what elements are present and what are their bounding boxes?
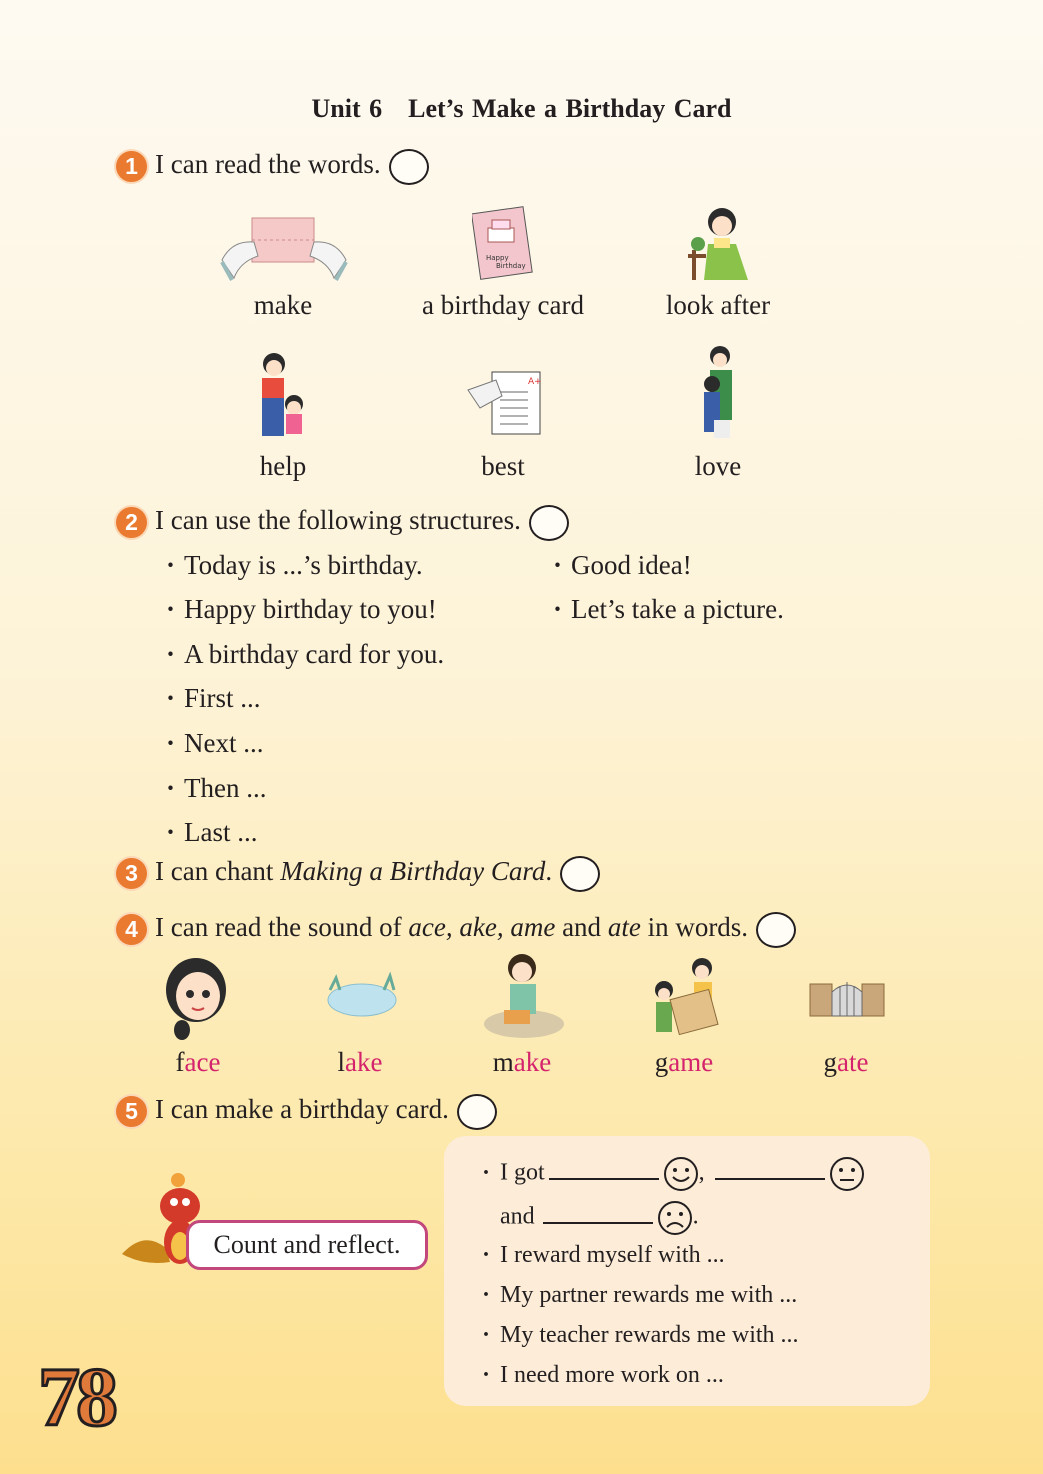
section-2-heading [116, 504, 569, 541]
structure-item: · A birthday card for you. [166, 639, 445, 669]
birthday-card-picture [472, 206, 538, 282]
phonics-word-make: make [492, 1047, 552, 1077]
word-look-after: look after [665, 290, 771, 320]
reflect-item: · My teacher rewards me with ... [482, 1322, 799, 1348]
mother-helping-child-picture [250, 350, 314, 444]
chant-title: Making a Birthday Card [280, 856, 546, 886]
face-picture [160, 954, 236, 1042]
unit-label: Unit 6 [311, 94, 383, 123]
structure-item: · Next ... [166, 728, 264, 758]
neutral-count-blank[interactable] [715, 1178, 825, 1180]
section-text: I can make a birthday card. [155, 1094, 449, 1124]
happy-count-blank[interactable] [549, 1178, 659, 1180]
sad-count-blank[interactable] [543, 1222, 653, 1224]
self-check-circle[interactable] [756, 912, 796, 948]
phonics-word-game: game [654, 1047, 714, 1077]
section-5-heading [116, 1093, 497, 1130]
structure-item: · Then ... [166, 773, 267, 803]
phonics-word-face: face [175, 1047, 221, 1077]
structure-item: · Today is ...’s birthday. [166, 550, 423, 580]
svg-text:Happy: Happy [486, 254, 509, 262]
count-and-reflect-label: Count and reflect. [186, 1220, 428, 1270]
section-number-badge: 5 [116, 1096, 147, 1127]
page-number: 78 [38, 1351, 114, 1444]
section-number-badge: 3 [116, 858, 147, 889]
structure-item: · Let’s take a picture. [553, 594, 784, 624]
section-text: I can use the following structures. [155, 505, 521, 535]
boy-making-picture [482, 952, 564, 1040]
word-birthday-card: a birthday card [422, 290, 584, 320]
gate-picture [808, 976, 886, 1018]
structure-item: · First ... [166, 683, 261, 713]
svg-text:A+: A+ [528, 377, 542, 387]
reflect-and-line: and . [500, 1200, 699, 1236]
section-3-heading: 3 I can chant Making a Birthday Card. [116, 855, 600, 892]
section-4-heading: 4 I can read the sound of ace, ake, ame and ate in words. [116, 911, 796, 948]
word-best: best [481, 451, 525, 481]
game-picture [648, 956, 720, 1040]
self-check-circle[interactable] [389, 149, 429, 185]
mother-hugging-child-picture [694, 344, 744, 444]
smiley-face-icon [663, 1156, 699, 1192]
phonics-word-lake: lake [337, 1047, 383, 1077]
structure-item: · Last ... [166, 817, 258, 847]
word-love: love [694, 451, 742, 481]
make-card-picture [218, 212, 350, 284]
structure-item: · Happy birthday to you! [166, 594, 437, 624]
section-number-badge: 4 [116, 914, 147, 945]
section-text: I can read the words. [155, 149, 381, 179]
section-1-heading [116, 148, 429, 185]
reflect-item: · I need more work on ... [482, 1362, 724, 1388]
section-number-badge: 1 [116, 151, 147, 182]
svg-text:Birthday: Birthday [496, 262, 526, 270]
reflect-item: · My partner rewards me with ... [482, 1282, 798, 1308]
reflect-got-line: · I got , [482, 1156, 865, 1192]
word-help: help [259, 451, 307, 481]
neutral-face-icon [829, 1156, 865, 1192]
unit-name: Let’s Make a Birthday Card [408, 94, 732, 123]
self-check-circle[interactable] [457, 1094, 497, 1130]
structure-item: · Good idea! [553, 550, 692, 580]
self-check-circle[interactable] [560, 856, 600, 892]
best-test-paper-picture [466, 366, 546, 438]
page-title [0, 94, 1043, 124]
lake-picture [326, 970, 398, 1020]
self-check-circle[interactable] [529, 505, 569, 541]
section-number-badge: 2 [116, 507, 147, 538]
girl-watering-plant-picture [684, 200, 754, 284]
sad-face-icon [657, 1200, 693, 1236]
reflect-item: · I reward myself with ... [482, 1242, 725, 1268]
phonics-word-gate: gate [823, 1047, 869, 1077]
word-make: make [253, 290, 313, 320]
